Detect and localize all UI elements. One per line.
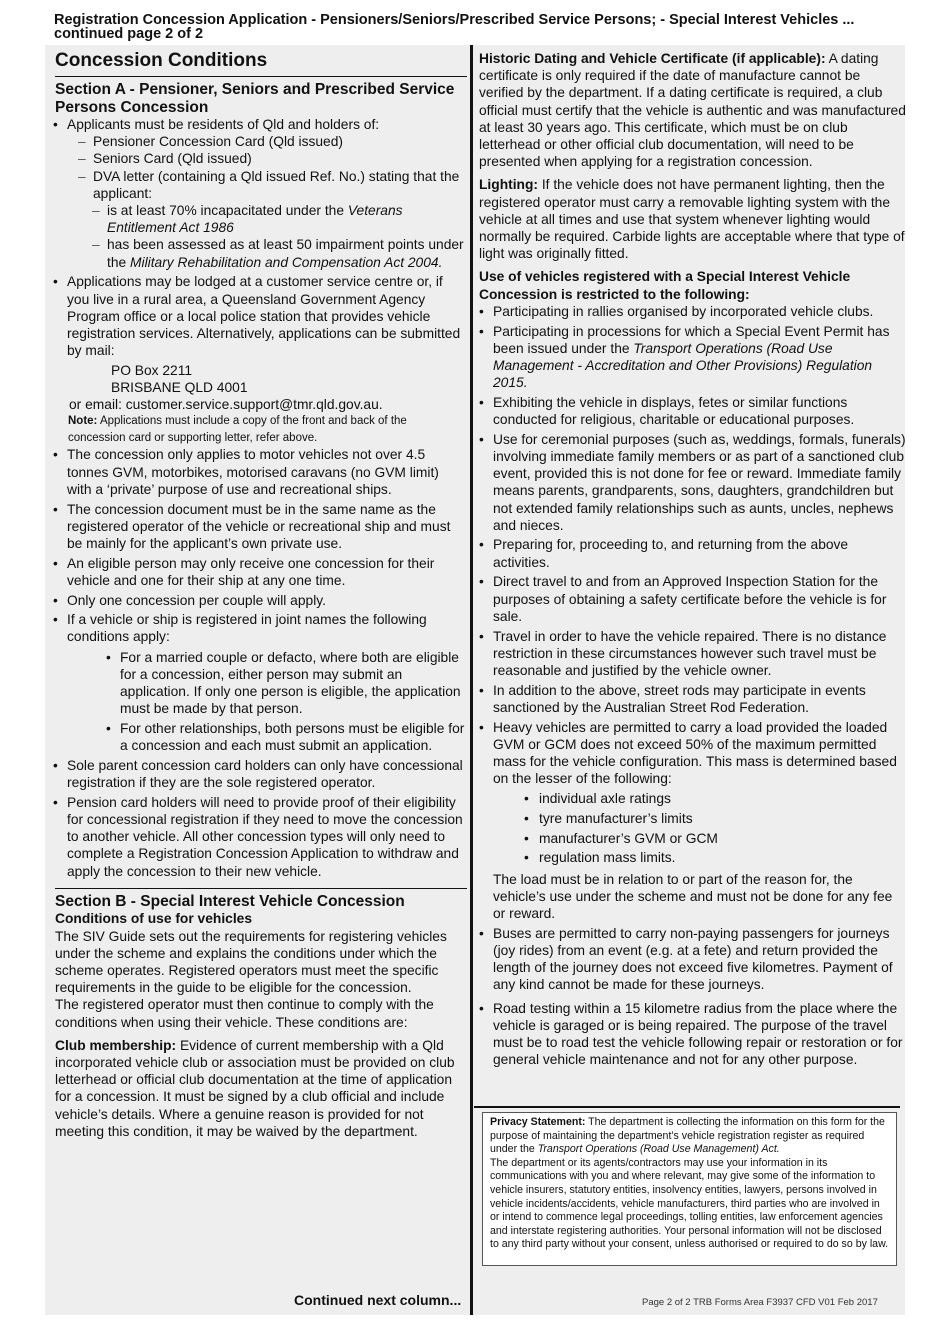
list-item: • Pension card holders will need to provide proof of their eligibility for concessional registration if they need to move the concession to another vehicle. All other concession types will only need to complete a Registration Concession Application to withdraw and apply the concession to their new vehicle. bbox=[55, 794, 467, 880]
list-subitem: – Pensioner Concession Card (Qld issued) bbox=[67, 133, 467, 150]
note: Note: Applications must include a copy of the front and back of the concession card or supporting letter, refer above. bbox=[68, 415, 407, 444]
list-item: • In addition to the above, street rods may participate in events sanctioned by the Australian Street Rod Federation. bbox=[479, 682, 907, 716]
page-footer: Page 2 of 2 TRB Forms Area F3937 CFD V01 Feb 2017 bbox=[642, 1297, 878, 1308]
club-membership-paragraph: Club membership: Evidence of current membership with a Qld incorporated vehicle club or association must be provided on club letterhead or official club documentation at the time of application for a concession. It must be signed by a club official and include vehicle’s details. Where a genuine reason is provided for not meeting this condition, it may be waived by the department. bbox=[55, 1037, 455, 1139]
list-item: • Use for ceremonial purposes (such as, weddings, formals, funerals) involving immediate family members or as part of a sanctioned club event, provided this is not done for fee or reward. Immediate family means parents, grandparents, sons, daughters, grandchildren but not extended family relationships such as aunts, uncles, nephews and nieces. bbox=[479, 431, 907, 534]
right-column bbox=[479, 50, 907, 1071]
section-a-title: Section A - Pensioner, Seniors and Prescribed Service Persons Concession bbox=[55, 81, 455, 116]
list-item: • Road testing within a 15 kilometre radius from the place where the vehicle is garaged or is being repaired. The purpose of the travel must be to road test the vehicle following repair or restoration or for general vehicle maintenance and not for any other purpose. bbox=[479, 1000, 907, 1069]
list-item: • Applications may be lodged at a customer service centre or, if you live in a rural area, a Queensland Government Agency Program office or a local police station that provides vehicle registration services. Alternatively, applications can be submitted by mail: bbox=[55, 273, 467, 359]
lighting-paragraph: Lighting: If the vehicle does not have permanent lighting, then the registered operator must carry a removable lighting system with the vehicle at all times and use that system whenever lighting would normally be required. Carbide lights are acceptable where that type of light was originally fitted. bbox=[479, 177, 905, 262]
mail-address-line1: PO Box 2211 bbox=[111, 362, 193, 378]
list-item: • Participating in processions for which a Special Event Permit has been issued under the Transport Operations (Road Use Management - Accreditation and Other Provisions) Regulation 2015. bbox=[479, 323, 907, 392]
mail-address-line2: BRISBANE QLD 4001 bbox=[111, 380, 248, 396]
list-item: • Buses are permitted to carry non-paying passengers for journeys (joy rides) from an event (e.g. at a fete) and return provided the length of the journey does not exceed five kilometres. Payment of any kind cannot be made for these journeys. bbox=[479, 925, 907, 994]
list-subitem: • tyre manufacturer’s limits bbox=[493, 810, 907, 827]
list-item: • Only one concession per couple will apply. bbox=[55, 592, 467, 609]
list-subitem: • For other relationships, both persons must be eligible for a concession and each must submit an application. bbox=[67, 720, 467, 754]
list-item: • Exhibiting the vehicle in displays, fetes or similar functions conducted for religious, charitable or educational purposes. bbox=[479, 394, 907, 428]
list-subitem: – Seniors Card (Qld issued) bbox=[67, 150, 467, 167]
email-address[interactable]: or email: customer.service.support@tmr.qld.gov.au. bbox=[69, 397, 383, 413]
privacy-separator bbox=[474, 1106, 900, 1108]
section-b-paragraph: The SIV Guide sets out the requirements for registering vehicles under the scheme and explains the conditions under which the scheme operates. Registered operators must meet the specific requirements in the guide to be eligible for the concession. bbox=[55, 928, 447, 996]
list-item: • Travel in order to have the vehicle repaired. There is no distance restriction in these circumstances however such travel must be reasonable and justified by the vehicle owner. bbox=[479, 628, 907, 680]
list-subitem: – DVA letter (containing a Qld issued Ref. No.) stating that the applicant: bbox=[67, 168, 467, 202]
list-subitem: – has been assessed as at least 50 impairment points under the Military Rehabilitation and Compensation Act 2004. bbox=[67, 236, 467, 270]
list-item: • Applicants must be residents of Qld and holders of: – Pensioner Concession Card (Qld issued) – Seniors Card (Qld issued) – DVA letter (containing a Qld issued Ref. No.) stating that the applicant: – is at least 70% incapacitated under the Veterans Entitlement Act 1986 – has been assessed as at least 50 impairment points under the Military Rehabilitation and Compensation Act 2004. bbox=[55, 116, 467, 271]
use-restrictions-title: Use of vehicles registered with a Special Interest Vehicle Concession is restricted to the following: bbox=[479, 269, 851, 302]
left-column bbox=[55, 48, 467, 1140]
section-b-subtitle: Conditions of use for vehicles bbox=[55, 911, 253, 927]
section-b-paragraph: The registered operator must then continue to comply with the conditions when using their vehicle. These conditions are: bbox=[55, 997, 434, 1030]
section-a-list bbox=[55, 116, 467, 359]
list-subitem: • For a married couple or defacto, where both are eligible for a concession, either person may submit an application. If only one person is eligible, the application must be made by that person. bbox=[67, 649, 467, 718]
list-item: • The concession only applies to motor vehicles not over 4.5 tonnes GVM, motorbikes, motorised caravans (no GVM limit) with a ‘private’ purpose of use and recreational ships. bbox=[55, 446, 467, 498]
list-item: • If a vehicle or ship is registered in joint names the following conditions apply: • For a married couple or defacto, where both are eligible for a concession, either person may submit an application. If only one person is eligible, the application must be made by that person. • For other relationships, both persons must be eligible for a concession and each must submit an application. bbox=[55, 611, 467, 754]
use-restrictions-list bbox=[479, 303, 907, 1069]
list-subitem: • individual axle ratings bbox=[493, 790, 907, 807]
list-item: • The concession document must be in the same name as the registered operator of the vehicle or recreational ship and must be mainly for the applicant’s own private use. bbox=[55, 501, 467, 553]
continued-note: Continued next column... bbox=[294, 1292, 462, 1308]
list-item: • Participating in rallies organised by incorporated vehicle clubs. bbox=[479, 303, 907, 320]
column-divider bbox=[470, 45, 473, 1315]
list-item: • Preparing for, proceeding to, and returning from the above activities. bbox=[479, 536, 907, 570]
section-b-title: Section B - Special Interest Vehicle Concession bbox=[55, 892, 405, 910]
header-subtitle: continued page 2 of 2 bbox=[54, 26, 204, 42]
list-item: • Direct travel to and from an Approved Inspection Station for the purposes of obtaining a safety certificate before the vehicle is for sale. bbox=[479, 573, 907, 625]
list-subitem: – is at least 70% incapacitated under the Veterans Entitlement Act 1986 bbox=[67, 202, 467, 236]
list-subitem: • manufacturer’s GVM or GCM bbox=[493, 830, 907, 847]
privacy-statement: Privacy Statement: The department is collecting the information on this form for the purpose of maintaining the department’s vehicle registration register as required under the Transport Operations (Road Use Management) Act. The department or its agents/contractors may use your information in its communications with you and where relevant, may give some of the information to vehicle insurers, statutory entities, insolvency entities, lawyers, persons involved in vehicle incidents/accidents, vehicle manufacturers, third parties who are involved in or intend to commence legal proceedings, tolling entities, law enforcement agencies and interstate registering authorities. Your personal information will not be disclosed to any third party without your consent, unless authorised or required to do so by law. bbox=[482, 1112, 897, 1266]
list-item: • Sole parent concession card holders can only have concessional registration if they are the sole registered operator. bbox=[55, 757, 467, 791]
section-a-list-continued bbox=[55, 446, 467, 879]
section-title: Concession Conditions bbox=[55, 48, 467, 77]
section-separator bbox=[55, 888, 467, 889]
page-header bbox=[54, 13, 914, 41]
header-title: Registration Concession Application - Pensioners/Seniors/Prescribed Service Persons; - Special Interest Vehicles ... bbox=[54, 12, 855, 28]
list-item: • Heavy vehicles are permitted to carry a load provided the loaded GVM or GCM does not exceed 50% of the maximum permitted mass for the vehicle configuration. This mass is determined based on the lesser of the following: • individual axle ratings • tyre manufacturer’s limits • manufacturer’s GVM or GCM • regulation mass limits. The load must be in relation to or part of the reason for, the vehicle’s use under the scheme and must not be done for any fee or reward. bbox=[479, 719, 907, 923]
historic-dating-paragraph: Historic Dating and Vehicle Certificate (if applicable): A dating certificate is only required if the date of manufacture cannot be verified by the department. If a dating certificate is required, a club official must certify that the vehicle is authentic and was manufactured at least 30 years ago. This certificate, which must be on club letterhead or other official club documentation, will need to be presented when applying for a registration concession. bbox=[479, 51, 906, 170]
list-item: • An eligible person may only receive one concession for their vehicle and one for their ship at any one time. bbox=[55, 555, 467, 589]
load-condition-text: The load must be in relation to or part of the reason for, the vehicle’s use under the scheme and must not be done for any fee or reward. bbox=[493, 871, 893, 922]
list-subitem: • regulation mass limits. bbox=[493, 849, 907, 866]
